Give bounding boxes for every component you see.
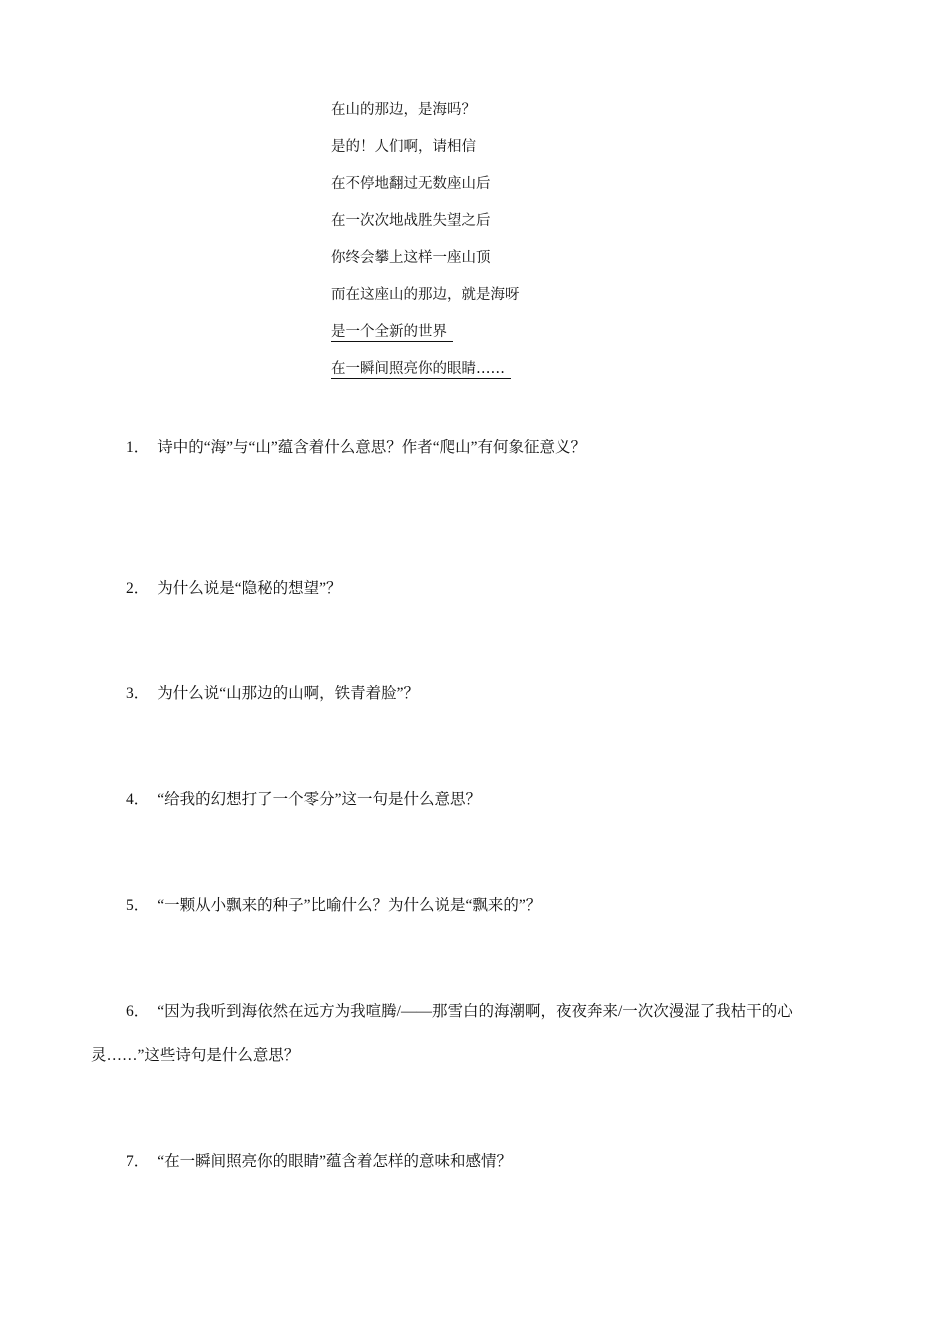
poem-line: 在不停地翻过无数座山后 [331, 176, 491, 192]
poem-line: 在一次次地战胜失望之后 [331, 213, 491, 229]
poem-line: 是的！人们啊，请相信 [331, 139, 476, 155]
question-5 [126, 893, 541, 915]
question-text: 为什么说是“隐秘的想望”？ [157, 580, 342, 597]
question-number: 2． [126, 580, 150, 597]
question-number: 4． [126, 791, 150, 808]
poem-line-underlined [331, 322, 520, 359]
poem-excerpt [331, 100, 520, 396]
question-number: 3． [126, 685, 150, 702]
question-4 [126, 787, 481, 809]
question-text: “给我的幻想打了一个零分”这一句是什么意思？ [157, 791, 482, 808]
question-number: 5． [126, 897, 150, 914]
question-number: 7． [126, 1153, 150, 1170]
question-number: 6． [126, 1003, 150, 1020]
question-text: “在一瞬间照亮你的眼睛”蕴含着怎样的意味和感情？ [157, 1153, 513, 1170]
question-text: 为什么说“山那边的山啊，铁青着脸”？ [157, 685, 420, 702]
poem-line: 你终会攀上这样一座山顶 [331, 250, 491, 266]
question-text: “因为我听到海依然在远方为我喧腾/——那雪白的海潮啊，夜夜奔来/一次次漫湿了我枯干的心 [157, 1003, 793, 1020]
poem-line: 而在这座山的那边，就是海呀 [331, 287, 520, 303]
question-6 [126, 999, 793, 1021]
poem-line-underlined [331, 359, 520, 396]
poem-line: 在山的那边，是海吗？ [331, 102, 476, 118]
question-3 [126, 681, 419, 703]
question-number: 1． [126, 439, 150, 456]
question-text: “一颗从小飘来的种子”比喻什么？为什么说是“飘来的”？ [157, 897, 542, 914]
question-2 [126, 576, 342, 598]
question-7 [126, 1149, 512, 1171]
poem-line-text: 是一个全新的世界 [331, 324, 453, 342]
question-6-continuation: 灵……”这些诗句是什么意思？ [91, 1047, 300, 1064]
poem-line-text: 在一瞬间照亮你的眼睛…… [331, 361, 511, 379]
question-1 [126, 435, 586, 457]
question-text: 诗中的“海”与“山”蕴含着什么意思？作者“爬山”有何象征意义？ [157, 439, 587, 456]
